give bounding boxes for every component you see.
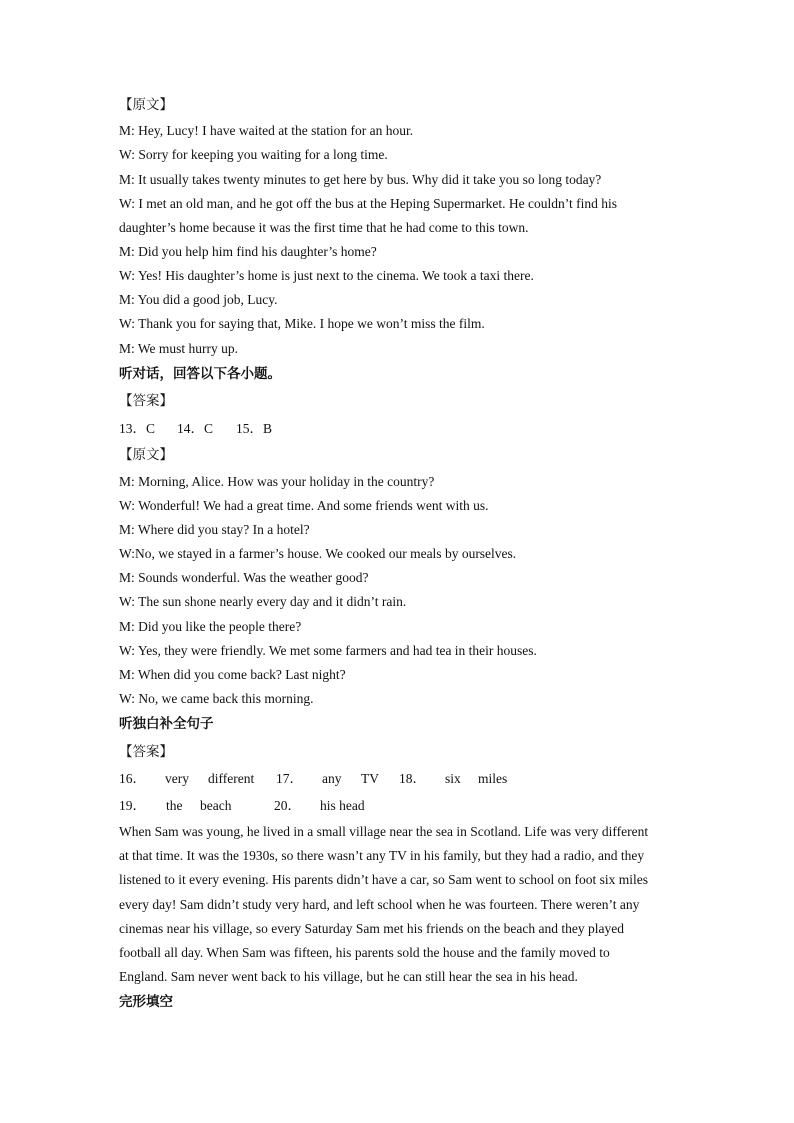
passage-line: England. Sam never went back to his village, but he can still hear the sea in his head. [119, 969, 578, 985]
answer-word: TV [361, 771, 379, 786]
answer-item: 13．C [119, 421, 156, 436]
passage-line: listened to it every evening. His parents didn’t have a car, so Sam went to school on foot six miles [119, 872, 648, 888]
transcript-line: M: Sounds wonderful. Was the weather good? [119, 570, 369, 585]
transcript-line: W: Sorry for keeping you waiting for a long time. [119, 147, 388, 162]
transcript-line: M: It usually takes twenty minutes to get here by bus. Why did it take you so long today? [119, 172, 602, 187]
answer-number: 16． [119, 771, 146, 786]
transcript-line: M: We must hurry up. [119, 341, 239, 356]
answer-item: 15．B [236, 421, 273, 436]
answer-word: different [208, 771, 255, 786]
passage-line: every day! Sam didn’t study very hard, and left school when he was fourteen. There weren’t any [119, 896, 640, 912]
answer-number: 18． [399, 771, 426, 786]
answer-word: any [322, 771, 342, 786]
section4-title: 完形填空 [119, 994, 173, 1010]
passage-line: football all day. When Sam was fifteen, his parents sold the house and the family moved to [119, 945, 610, 961]
section2-title: 听对话，回答以下各小题。 [119, 366, 281, 382]
answer-word: miles [478, 771, 508, 786]
passage-line: at that time. It was the 1930s, so there wasn’t any TV in his family, but they had a radio, and they [119, 848, 645, 864]
transcript-line: M: Did you help him find his daughter’s home? [119, 244, 377, 259]
transcript-line: M: Did you like the people there? [119, 619, 302, 634]
transcript-line: W: The sun shone nearly every day and it didn’t rain. [119, 594, 407, 609]
section1-header: 【原文】 [119, 97, 173, 112]
answer-number: 20． [274, 798, 301, 813]
transcript-line: M: Morning, Alice. How was your holiday in the country? [119, 474, 435, 489]
section3-title: 听独白补全句子 [119, 716, 214, 732]
answer-number: 17． [276, 771, 303, 786]
section2-text-header: 【原文】 [119, 447, 173, 462]
answer-word: very [165, 771, 189, 786]
passage [119, 820, 675, 989]
answer-word: beach [200, 798, 232, 813]
answer-word: the [166, 798, 183, 813]
passage-line: cinemas near his village, so every Saturday Sam met his friends on the beach and they played [119, 920, 624, 936]
answer-item: 14．C [177, 421, 214, 436]
passage-line: When Sam was young, he lived in a small village near the sea in Scotland. Life was very different [119, 824, 649, 839]
transcript-line: W: Yes! His daughter’s home is just next to the cinema. We took a taxi there. [119, 268, 534, 283]
answer-header: 【答案】 [119, 393, 173, 408]
transcript-line: W: Thank you for saying that, Mike. I hope we won’t miss the film. [119, 316, 485, 331]
transcript-line: W:No, we stayed in a farmer’s house. We cooked our meals by ourselves. [119, 546, 517, 561]
answer-word: six [445, 771, 461, 786]
transcript-line: W: I met an old man, and he got off the bus at the Heping Supermarket. He couldn’t find his [119, 196, 618, 211]
transcript-line: W: No, we came back this morning. [119, 691, 314, 706]
transcript-line: W: Yes, they were friendly. We met some farmers and had tea in their houses. [119, 643, 537, 658]
transcript-line: M: Where did you stay? In a hotel? [119, 522, 310, 537]
answer-number: 19． [119, 798, 146, 813]
answer-header: 【答案】 [119, 744, 173, 759]
transcript-line: daughter’s home because it was the first time that he had come to this town. [119, 220, 529, 235]
transcript-line: M: You did a good job, Lucy. [119, 292, 278, 307]
transcript-line: M: When did you come back? Last night? [119, 667, 346, 682]
transcript-line: M: Hey, Lucy! I have waited at the station for an hour. [119, 123, 414, 138]
transcript-line: W: Wonderful! We had a great time. And some friends went with us. [119, 498, 489, 513]
answer-word: his head [320, 798, 365, 813]
